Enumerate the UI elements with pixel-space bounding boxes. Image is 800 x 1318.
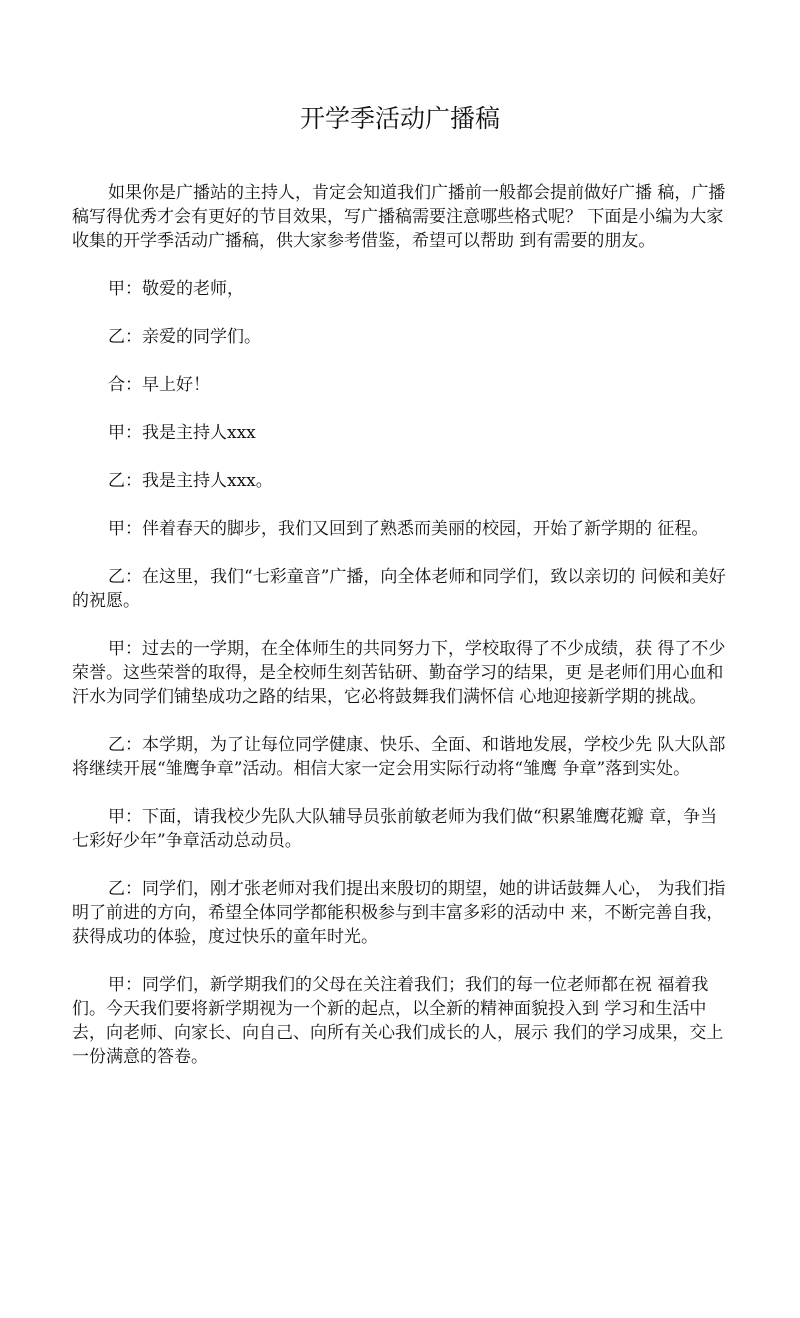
dialogue-line: 乙：亲爱的同学们。 bbox=[108, 327, 261, 347]
dialogue-paragraph: 乙：本学期，为了让每位同学健康、快乐、全面、和谐地发展，学校少先 队大队部将继续开展“雏鹰争章”活动。相信大家一定会用实际行动将“雏鹰 争章”落到实处。 bbox=[72, 735, 726, 779]
dialogue-paragraph: 甲：过去的一学期，在全体师生的共同努力下，学校取得了不少成绩，获 得了不少荣誉。这些荣誉的取得，是全校师生刻苦钻研、勤奋学习的结果，更 是老师们用心血和汗水为同学们铺垫成功之路的结果，它必将鼓舞我们满怀信 心地迎接新学期的挑战。 bbox=[72, 639, 726, 707]
dialogue-line: 甲：我是主持人xxx bbox=[108, 423, 256, 443]
intro-paragraph: 如果你是广播站的主持人，肯定会知道我们广播前一般都会提前做好广播 稿，广播稿写得优秀才会有更好的节目效果，写广播稿需要注意哪些格式呢？ 下面是小编为大家收集的开学季活动广播稿，供大家参考借鉴，希望可以帮助 到有需要的朋友。 bbox=[72, 183, 726, 251]
dialogue-paragraph: 甲：伴着春天的脚步，我们又回到了熟悉而美丽的校园，开始了新学期的 征程。 bbox=[108, 519, 709, 539]
dialogue-paragraph: 乙：同学们，刚才张老师对我们提出来殷切的期望，她的讲话鼓舞人心， 为我们指明了前进的方向，希望全体同学都能积极参与到丰富多彩的活动中 来，不断完善自我，获得成功的体验，度过快乐的童年时光。 bbox=[72, 879, 726, 947]
dialogue-paragraph: 甲：下面，请我校少先队大队辅导员张前敏老师为我们做“积累雏鹰花瓣 章，争当七彩好少年”争章活动总动员。 bbox=[72, 807, 718, 851]
dialogue-line: 甲：敬爱的老师， bbox=[108, 279, 244, 299]
dialogue-line: 合：早上好！ bbox=[108, 375, 210, 395]
dialogue-line: 乙：我是主持人xxx。 bbox=[108, 471, 273, 491]
document-body bbox=[72, 181, 728, 1093]
document-title: 开学季活动广播稿 bbox=[299, 104, 500, 133]
dialogue-paragraph: 甲：同学们，新学期我们的父母在关注着我们；我们的每一位老师都在祝 福着我们。今天我们要将新学期视为一个新的起点，以全新的精神面貌投入到 学习和生活中去，向老师、向家长、向自己、向所有关心我们成长的人，展示 我们的学习成果，交上一份满意的答卷。 bbox=[72, 975, 724, 1067]
dialogue-paragraph: 乙：在这里，我们“七彩童音”广播，向全体老师和同学们，致以亲切的 问候和美好的祝愿。 bbox=[72, 567, 726, 611]
